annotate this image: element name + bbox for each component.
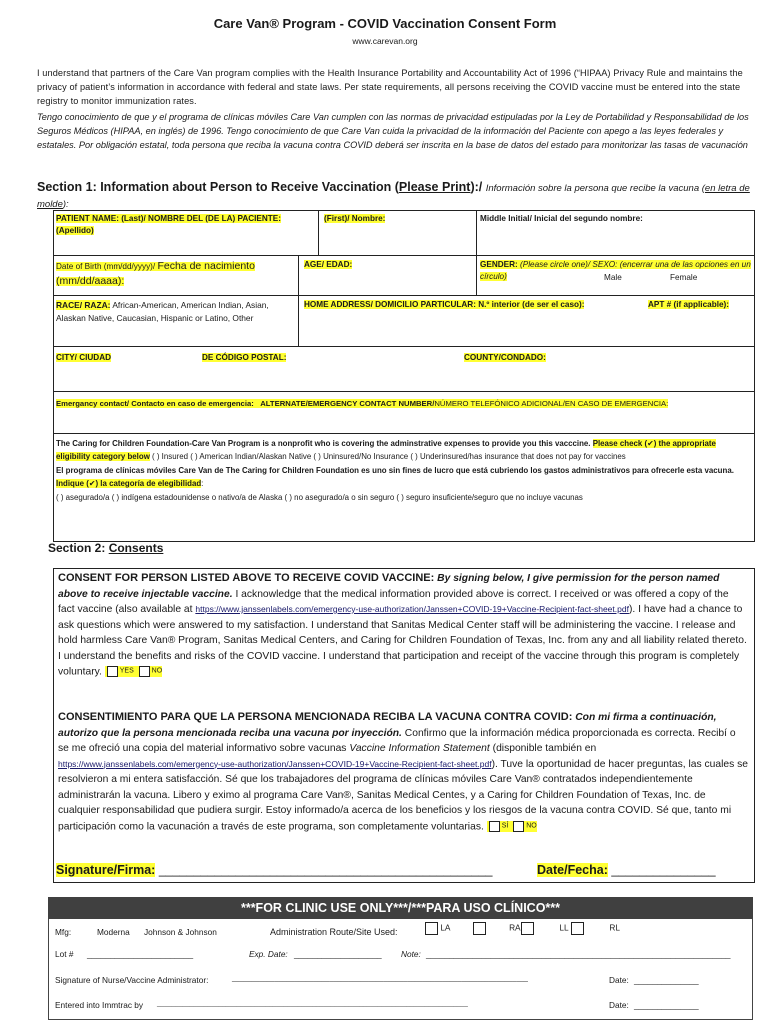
nurse-signature-field[interactable]: ____________________________________________________________________________ [232, 975, 528, 982]
emergency-contact-label: Emergancy contact/ Contacto en caso de emergencia: ALTERNATE/EMERGENCY CONTACT NUMBER/NÚMERO TELEFÓNICO ADICIONAL/EN CASO DE EMERGENCIA: [56, 399, 669, 408]
race-options: African-American, American Indian, Asian, Alaskan Native, Caucasian, Hispanic or Latino, Other [56, 300, 269, 323]
signature-row [56, 863, 493, 877]
consent-yes-checkbox[interactable] [107, 666, 118, 677]
signature-label: Signature/Firma: [56, 863, 156, 877]
dob-label: Date of Birth (mm/dd/yyyy)/ Fecha de nacimiento (mm/dd/aaaa): [56, 260, 255, 287]
consent-no-checkbox[interactable] [139, 666, 150, 677]
consent-es-no-checkbox[interactable] [513, 821, 524, 832]
form-title: Care Van® Program - COVID Vaccination Consent Form [213, 16, 557, 31]
gender-female-option[interactable]: Female [670, 273, 698, 282]
county-label: COUNTY/CONDADO: [464, 353, 546, 362]
lot-label: Lot # [55, 949, 74, 959]
exp-label: Exp. Date: [249, 949, 288, 959]
route-rl[interactable]: RL [571, 922, 620, 935]
date-field[interactable]: _______________ [611, 863, 716, 877]
consent-es-link[interactable]: https://www.janssenlabels.com/emergency-use-authorization/Janssen+COVID-19+Vaccine-Recipient-fact-sheet.pdf [58, 758, 492, 769]
immtrac-label: Entered into Immtrac by [55, 1000, 144, 1010]
date-label: Date/Fecha: [537, 863, 608, 877]
clinic-use-box [48, 919, 753, 1020]
patient-info-table [53, 210, 755, 542]
first-name-label: (First)/ Nombre: [324, 214, 386, 223]
mfg-jj-option[interactable]: Johnson & Johnson [144, 927, 217, 937]
section2-heading: Section 2: Consents [48, 541, 164, 555]
exp-field[interactable]: ___________________ [294, 949, 382, 959]
gender-label: GENDER: (Please circle one)/ SEXO: (encerrar una de las opciones en un círculo) [480, 260, 751, 281]
nurse-signature-label: Signature of Nurse/Vaccine Administrator: [55, 975, 209, 985]
patient-last-name-label: PATIENT NAME: (Last)/ NOMBRE DEL (DE LA) PACIENTE: (Apellido) [56, 214, 281, 235]
route-ll[interactable]: LL [521, 922, 569, 935]
privacy-statement-en: I understand that partners of the Care Van program complies with the Health Insurance Portability and Accountability Act of 1996 (“HIPAA) Privacy Rule and maintains the privacy of patient’s information in accordance with federal and state laws. Per state requirements, all persons receiving the COVID vaccine must be entered into the state registry to monitor immunization rates. [37, 68, 743, 107]
apt-label: APT # (if applicable): [648, 300, 729, 309]
date-row [537, 863, 716, 877]
mfg-moderna-option[interactable]: Moderna [97, 927, 130, 937]
eligibility-options-es[interactable]: ( ) asegurado/a ( ) indígena estadounidense o nativo/a de Alaska ( ) no asegurado/a o sin seguro ( ) seguro insuficiente/seguro que no incluye vacunas [56, 492, 583, 502]
race-label: RACE/ RAZA: [56, 300, 111, 310]
eligibility-instruction-es: Indique (✔) la categoría de elegibilidad [56, 479, 202, 489]
immtrac-date-label: Date: [609, 1000, 629, 1010]
age-label: AGE/ EDAD: [304, 260, 353, 269]
consent-box [53, 568, 755, 883]
note-field[interactable]: __________________________________________________________________ [426, 949, 731, 959]
route-la[interactable]: LA [425, 922, 450, 935]
mfg-label: Mfg: [55, 927, 72, 937]
eligibility-block: The Caring for Children Foundation-Care Van Program is a nonprofit who is covering the adminstrative expenses to provide you this vacccine. Please check (✔) the appropriate eligibility category below ( ) Insured ( ) American Indian/Alaskan Native ( ) Uninsured/No Insurance ( ) Underinsured/has insurance that does not pay for vaccines El programa de clínicas móviles Care Van de The Caring for Children Foundation es uno sin fines de lucro que está cubriendo los gastos administrativos para ofrecerle esta vacuna. Indique (✔) la categoría de elegibilidad: ( ) asegurado/a ( ) indígena estadounidense o nativo/a de Alaska ( ) no asegurado/a o sin seguro ( ) seguro insuficiente/seguro que no incluye vacunas [56, 439, 734, 502]
consent-en: CONSENT FOR PERSON LISTED ABOVE TO RECEIVE COVID VACCINE: By signing below, I give permission for the person named above to receive injectable vaccine. I acknowledge that the medical information provided above is correct. I received or was offered a copy of the fact vaccine (also available at https://www.janssenlabels.com/emergency-use-authorization/Janssen+COVID-19+Vaccine-Recipient-fact-sheet.pdf). I have had a chance to ask questions which were answered to my satisfaction. I understand that Sanitas Medical Center staff will be administering the vaccine. I release and hold harmless Care Van® Program, Sanitas Medical Centers, and Caring for Children Foundation of Texas, Inc. from any and all liability related thereto. I understand the benefits and risks of the COVID vaccine. I understand that participation and receipt of the vaccine through this program is completely voluntary. YES NO [58, 572, 747, 678]
zip-label: DE CÓDIGO POSTAL: [202, 353, 287, 362]
section1-heading: Section 1: Information about Person to Receive Vaccination (Please Print):/ Información sobre la persona que recibe la vacuna (en letra de molde): [37, 180, 750, 210]
lot-field[interactable]: _______________________ [87, 949, 194, 959]
consent-es: CONSENTIMIENTO PARA QUE LA PERSONA MENCIONADA RECIBA LA VACUNA CONTRA COVID: Con mi firma a continuación, autorizo que la persona mencionada reciba una vacuna por inyección. Confirmo que la información médica proporcionada es correcta. Recibí o se me ofreció una copia del material informativo sobre vacunas Vaccine Information Statement (disponible también en https://www.janssenlabels.com/emergency-use-authorization/Janssen+COVID-19+Vaccine-Recipient-fact-sheet.pdf). Tuve la oportunidad de hacer preguntas, las cuales se resolvieron a mi entera satisfacción. Sé que los trabajadores del programa de clínicas móviles Care Van® contratados independientemente administrarán la vacuna. Libero y eximo al programa Care Van®, Sanitas Medical Centes, y a Caring for Children Foundation of Texas, Inc. de cualquier responsabilidad que pudiera surgir. Estoy informado/a acerca de los beneficios y los riesgos de la vacuna contra COVID. Sé que, tanto mi participación como la vacunación a través de este programa, son completamente voluntarias. SÍ NO [58, 711, 748, 832]
city-label: CITY/ CIUDAD [56, 353, 112, 362]
consent-si-checkbox[interactable] [489, 821, 500, 832]
immtrac-date-field[interactable]: ______________ [634, 1000, 699, 1010]
consent-en-yes-no: YES NO [105, 666, 162, 677]
route-label: Administration Route/Site Used: [270, 927, 398, 937]
note-label: Note: [401, 949, 421, 959]
privacy-statement-es: Tengo conocimiento de que y el programa de clínicas móviles Care Van cumplen con las normas de privacidad estipuladas por la Ley de Portabilidad y Responsabilidad de los Seguros Médicos (HIPAA, en inglés) de 1996. Tengo conocimiento de que Care Van cuida la privacidad de la información del Paciente con apego a las leyes federales y estatales. Por obligación estatal, toda persona que reciba la vacuna contra COVID deberá ser inscrita en la base de datos del estado para monitorizar las tasas de vacunación [37, 112, 749, 151]
consent-en-link[interactable]: https://www.janssenlabels.com/emergency-use-authorization/Janssen+COVID-19+Vaccine-Recipient-fact-sheet.pdf [195, 604, 629, 614]
route-ra[interactable]: RA [473, 922, 521, 935]
eligibility-instruction-en: Please check (✔) the appropriate eligibility category below [56, 439, 716, 462]
signature-field[interactable]: ________________________________________________ [158, 863, 493, 877]
clinic-use-header: ***FOR CLINIC USE ONLY***/***PARA USO CLÍNICO*** [48, 897, 753, 919]
nurse-date-field[interactable]: ______________ [634, 975, 699, 985]
gender-male-option[interactable]: Male [604, 273, 622, 282]
nurse-date-label: Date: [609, 975, 629, 985]
website-url: www.carevan.org [352, 36, 418, 46]
middle-initial-label: Middle Initial/ Inicial del segundo nombre: [480, 214, 643, 223]
home-address-label: HOME ADDRESS/ DOMICILIO PARTICULAR: N.º interior (de ser el caso): [304, 300, 585, 309]
immtrac-field[interactable]: ______________________________________________________________________________________ [157, 1000, 468, 1007]
consent-es-si-no: SÍ NO [487, 821, 537, 832]
eligibility-options-en[interactable]: ( ) Insured ( ) American Indian/Alaskan Native ( ) Uninsured/No Insurance ( ) Underinsured/has insurance that does not pay for vaccines [152, 452, 626, 462]
